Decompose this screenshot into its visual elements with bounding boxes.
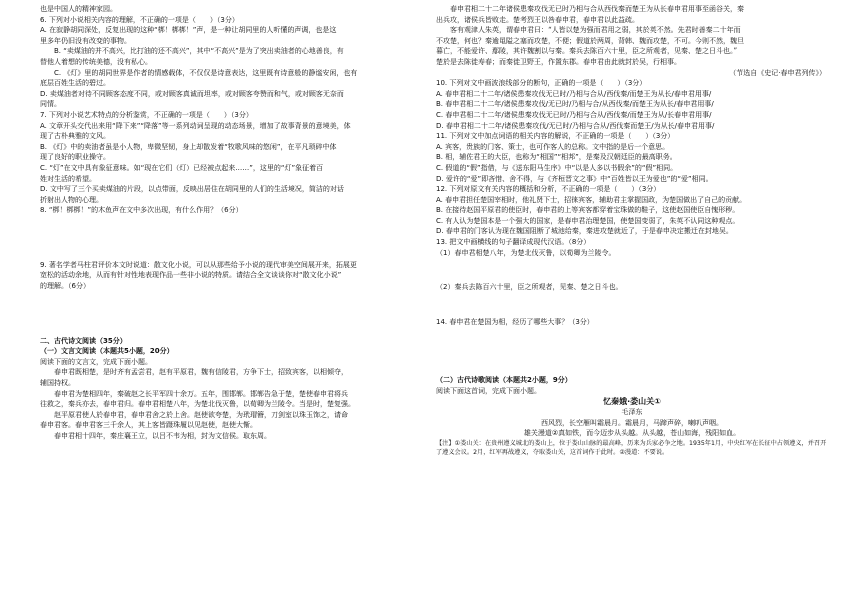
q7-option-c-cont: 姓对生活的希望。 (40, 174, 96, 183)
poem-line: 西风烈，长空雁叫霜晨月。霜晨月，马蹄声碎，喇叭声咽。 (541, 418, 723, 427)
q6-option-d-cont: 同情。 (40, 100, 61, 109)
poem-title: 忆秦娥·娄山关① (603, 396, 661, 406)
right-column (436, 4, 828, 457)
passage-line: 春申君客。春申君客三千余人，其上客皆蹑珠履以见赵使，赵使大惭。 (40, 421, 257, 430)
q11-stem: 11. 下列对文中加点词语的相关内容的解说，不正确的一项是（ ）（3分） (436, 132, 675, 141)
q7-option-d-cont: 折射出人物的心理。 (40, 195, 103, 204)
q8-answer-space (40, 216, 422, 260)
q12-option-a: A. 春申君担任楚国宰相时，他礼贤下士，招徕宾客，辅助君主掌握国政，为楚国做出了自己的贡献。 (436, 195, 747, 204)
passage-line: 往救之，秦兵亦去，春申君归。春申君相楚八年，为楚北伐灭鲁，以荀卿为兰陵令。当是时，楚复强。 (40, 400, 355, 409)
passage-line: 出兵攻，诸侯兵皆败走。楚考烈王以咎春申君，春申君以此益疏。 (436, 15, 639, 24)
passage-line: 客有观津人朱英，谓春申君曰：“人皆以楚为强而君用之弱，其於英不然。先君时善秦二十年而 (450, 26, 741, 35)
q6-stem: 6. 下列对小说相关内容的理解，不正确的一项是（ ）（3分） (40, 15, 239, 24)
q13-stem: 13. 把文中画横线的句子翻译成现代汉语。（8分） (436, 238, 591, 247)
q12-stem: 12. 下列对原文有关内容的概括和分析，不正确的一项是（ ）（3分） (436, 185, 661, 194)
q14-answer-space (436, 327, 828, 375)
q9-stem-cont1: 宽松的活动余地，从而有针对性地表现作品一些非小说的特质。请结合全文谈谈你对“散文化小说” (40, 271, 342, 280)
q10-stem: 10. 下列对文中画波浪线部分的断句，正确的一项是（ ）（3分） (436, 79, 647, 88)
q6-option-b-cont: 替他人着想的传统美德，没有私心。 (40, 57, 152, 66)
q6-option-b: B. “卖煤油的并不高兴，比打油的还不高兴”，其中“不高兴”是为了突出卖油者的心地善良，有 (54, 47, 344, 56)
q14-stem: 14. 春申君在楚国为相，经历了哪些大事？（3分） (436, 317, 594, 326)
reading-instruction: 阅读下面的文言文，完成下面小题。 (40, 357, 152, 366)
left-column (40, 4, 422, 442)
q6-option-a-cont: 里多年仍旧没有改变的事物。 (40, 36, 131, 45)
q7-option-b-cont: 现了良好的职业操守。 (40, 153, 110, 162)
poem-note: 【注】①娄山关：在贵州遵义城北的娄山上，位于娄山山脉的最高峰，历来为兵家必争之地。1935年1月，中央红军在长征中占领遵义，并召开了遵义会议。2月，红军再战遵义，夺取娄山关，这首词作于此时。②漫道：不要说。 (436, 440, 827, 456)
q6-option-c: C. 《灯》里的胡同世界是作者的情感载体，不仅仅是诗意表达，这里既有诗意般的静谧安闲，也有 (54, 68, 358, 77)
q7-option-c: C. “灯”在文中具有象征意味。如“现在它们（灯）已经被点起来……”，这里的“灯”象征着百 (40, 163, 324, 172)
passage-line: 楚於是去陈徙寿春；而秦徙卫野王，作置东郡。春申君由此就封於吴，行相事。 (436, 57, 681, 66)
q6-option-d: D. 卖煤油者对待不同顾客态度不同，或对顾客真诚而坦率，或对顾客夸赞而和气，或对顾客无奈而 (40, 89, 344, 98)
q11-option-b: B. 相，辅佐君王的大臣，也称为“相国”“相邦”，是秦及汉朝廷臣的最高职务。 (436, 153, 677, 162)
q7-option-a-cont: 现了古朴典雅的文风。 (40, 132, 110, 141)
q7-option-a: A. 文章开头交代出来用“降下来”“降落”等一系列动词呈现的动态场景，增加了故事背景的意境美，体 (40, 121, 351, 130)
subsection-2-heading: （二）古代诗歌阅读（本题共2小题，9分） (436, 376, 572, 385)
q12-option-d: D. 春申君的门客认为现在魏国阻断了城池给秦，秦进攻楚就近了，于是春申决定搬迁在封地吴。 (436, 227, 733, 236)
section-2-heading: 二、古代诗文阅读（35分） (40, 336, 127, 345)
passage-line: 暮亡，不能爱许、鄢陵，其许魏割以与秦。秦兵去陈百六十里，臣之所观者，见秦、楚之日斗也。” (436, 47, 738, 56)
poem-line: 雄关漫道②真如铁，而今迈步从头越。从头越，苍山如海，残阳如血。 (523, 429, 741, 438)
q13-answer-space (436, 293, 828, 317)
passage-source: （节选自《史记·春申君列传》） (729, 68, 826, 77)
q12-option-b: B. 在接待赵国平原君的使臣时，春申君的上等宾客都穿着宝珠做的鞋子，这使赵国使臣自愧形秽。 (436, 206, 740, 215)
q8-stem: 8. “梆！梆梆！”的木鱼声在文中多次出现，有什么作用？（6分） (40, 206, 243, 215)
passage-line: 春申君相二十二年诸侯患秦攻伐无已时乃相与合从西伐秦而楚王为从长春申君用事至函谷关，秦 (450, 5, 744, 13)
q10-option-a: A. 春申君相二十二年/诸侯患秦攻伐无已时/乃相与合从/西伐秦/而楚王为从长/春申君用事/ (436, 89, 712, 98)
subsection-1-heading: （一）文言文阅读（本题共5小题，20分） (40, 347, 174, 356)
passage-line: 不攻楚，何也？秦逾黾隘之塞而攻楚，不便；假道於两周，背韩、魏而攻楚，不可。今则不然，魏旦 (436, 36, 744, 45)
q9-stem-cont2: 的理解。（6分） (40, 282, 90, 291)
passage-line: 赵平原君使人於春申君，春申君舍之於上舍。赵使欲夸楚，为玳瑁簪，刀剑室以珠玉饰之，请命 (54, 410, 348, 419)
q10-option-c: C. 春申君相二十二年/诸侯患秦攻伐无已时/乃相与合从/西伐秦/而楚王为从/长春申君用事/ (436, 110, 712, 119)
q11-option-a: A. 宾客，贵族的门客、策士，也可作客人的总称。文中指的是后一个意思。 (436, 142, 670, 151)
q6-option-c-cont: 底层百姓生活的碧过。 (40, 79, 110, 88)
q7-stem: 7. 下列对小说艺术特点的分析鉴赏，不正确的一项是（ ）（3分） (40, 110, 253, 119)
q9-stem: 9. 著名学者马柱君评价本文时说道：散文化小说，可以从那些给予小说的现代审美空间展开来，拓展更 (40, 260, 357, 269)
passage-line: 辅国持权。 (40, 379, 75, 388)
passage-line: 春申君相十四年，秦庄襄王立，以吕不韦为相，封为文信侯。取东周。 (54, 432, 271, 440)
poem-author: 毛泽东 (621, 408, 643, 417)
q13-sentence-1: （1）春申君相楚八年，为楚北伐灭鲁，以荀卿为兰陵令。 (436, 248, 616, 257)
q11-option-d: D. 爱许的“爱”即吝惜、舍不得，与《齐桓晋文之事》中“百姓皆以王为爱也”的“爱”相同。 (436, 174, 713, 183)
q6-option-a: A. 在寂静胡同深处，反复出现的这种“梆！梆梆！”声，是一种让胡同里的人听懂的声调，也是这 (40, 26, 337, 35)
passage-line: 春申君既相楚，是时齐有孟尝君，赵有平原君，魏有信陵君，方争下士，招致宾客，以相倾夺， (54, 368, 348, 377)
q11-option-c: C. 假道的“假”指借，与《送东阳马生序》中“以是人多以书假余”的“假”相同。 (436, 163, 678, 172)
q7-option-b: B. 《灯》中的卖油者虽是小人物，卑微坚韧，身上却散发着“牧歌风味的悠闲”，在平凡琐碎中体 (40, 142, 337, 151)
q10-option-b: B. 春申君相二十二年/诸侯患秦攻伐/无已时/乃相与合/从西伐秦/而楚王为从长/春申君用事/ (436, 100, 714, 109)
poem-instruction: 阅读下面这首词，完成下面小题。 (436, 387, 541, 396)
passage-line: 春申君为楚相四年，秦破赵之长平军四十余万。五年，围邯郸。邯郸告急于楚，楚使春申君将兵 (54, 389, 348, 398)
q13-sentence-2: （2）秦兵去陈百六十里，臣之所观者，见秦、楚之日斗也。 (436, 283, 623, 292)
q10-option-d: D. 春申君相二十二年/诸侯患秦攻伐/无已时/乃相与合从/西伐秦而楚王/为从长/春申君用事/ (436, 121, 715, 130)
q13-answer-space (436, 258, 828, 282)
intro-line: 也是中国人的精神家园。 (40, 5, 117, 13)
q7-option-d: D. 文中写了三个买卖煤油的片段，以点带面，反映出居住在胡同里的人们的生活境况，简洁的对话 (40, 185, 344, 194)
q9-answer-space (40, 292, 422, 336)
q12-option-c: C. 有人认为楚国本是一个强大的国家，是春申君治理楚国，使楚国变弱了，朱英不认同这种观点。 (436, 216, 740, 225)
